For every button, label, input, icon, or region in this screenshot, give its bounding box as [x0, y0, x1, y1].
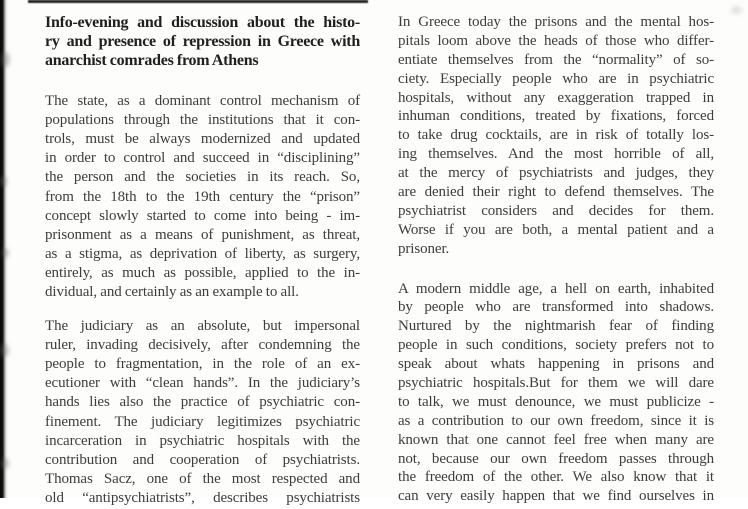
- text-line: entiate themselves from the “normality” of so-: [398, 51, 714, 68]
- heading-line: ry and presence of repression in Greece with: [45, 33, 360, 51]
- right-column: [398, 13, 714, 506]
- text-line: known that one cannot feel free when many are: [398, 431, 714, 448]
- text-line: are denied their right to defend themselves. The: [398, 184, 714, 201]
- text-line: by people who are transformed into shadows.: [398, 299, 714, 316]
- text-line: people to fragmentation, in the role of an ex-: [45, 356, 360, 372]
- text-line: not, because our own freedom passes through: [398, 450, 714, 467]
- text-line: speak about whats happening in prisons and: [398, 356, 714, 373]
- text-line: hands lies also the practice of psychiatric con-: [45, 394, 360, 411]
- text-line: Thomas Sacz, one of the most respected and: [45, 471, 360, 488]
- paragraph: [398, 280, 714, 507]
- text-line: at the mercy of psychiatrists and judges, they: [398, 165, 714, 182]
- text-line: as a contribution to our own freedom, since it is: [398, 412, 714, 429]
- left-column: [45, 13, 360, 509]
- text-line: in order to control and succeed in “disciplining”: [45, 150, 360, 167]
- text-line: ing themselves. And the most horrible of all,: [398, 146, 714, 163]
- text-line: old “antipsychiatrists”, describes psychiatrists: [45, 490, 360, 507]
- text-line: to take drug cocktails, are in risk of totally los-: [398, 127, 714, 144]
- text-line: from the 18th to the 19th century the “prison”: [45, 188, 360, 205]
- scan-smudge: [0, 176, 7, 187]
- heading-line: Info-evening and discussion about the histo-: [45, 14, 360, 31]
- scan-smudge: [1, 52, 10, 67]
- text-line: as a stigma, as deprivation of liberty, as surgery,: [45, 246, 360, 263]
- text-line: pitals loom above the heads of those who differ-: [398, 32, 714, 49]
- top-rule: [28, 0, 368, 3]
- article-heading: [45, 13, 360, 71]
- scan-smudge: [731, 6, 742, 14]
- scan-smudge: [2, 248, 9, 258]
- text-line: ecutioner with “clean hands”. In the judiciary’s: [45, 375, 360, 392]
- heading-line: anarchist comrades from Athens: [45, 52, 259, 70]
- text-line: to talk, we must denounce, we must publicize -: [398, 393, 714, 410]
- text-line: ruler, invading decisively, after condemning the: [45, 336, 360, 353]
- text-line: populations through the institutions that it con-: [45, 111, 360, 128]
- text-line: incarceration in psychiatric hospitals with the: [45, 432, 360, 449]
- text-line: concept slowly started to come into being - im-: [45, 207, 360, 224]
- paragraph: [45, 317, 360, 509]
- text-line: Worse if you are both, a mental patient and a: [398, 221, 714, 238]
- text-line: ciety. Especially people who are in psychiatric: [398, 70, 714, 87]
- text-line: Nurtured by the nightmarish fear of finding: [398, 318, 714, 335]
- text-line: hospitals, without any exaggeration trapped in: [398, 89, 714, 106]
- text-line: can very easily happen that we find ourselves in: [398, 488, 714, 505]
- text-line: the person and the societies in its reach. So,: [45, 169, 360, 186]
- text-line: entirely, as much as possible, applied to the in-: [45, 265, 360, 282]
- text-line: the freedom of the other. We also know that it: [398, 469, 714, 486]
- text-line: finement. The judiciary legitimizes psychiatric: [45, 413, 360, 430]
- paragraph: [398, 13, 714, 259]
- scan-smudge: [0, 344, 9, 357]
- text-line: psychiatric hospitals.But for them we will dare: [398, 375, 714, 392]
- text-line: dividual, and certainly as an example to all.: [45, 284, 299, 301]
- text-line: prisonment as a means of punishment, as threat,: [45, 226, 360, 243]
- text-line: A modern middle age, a hell on earth, inhabited: [398, 280, 714, 297]
- paragraph: [45, 92, 360, 303]
- text-line: inhuman conditions, treated by fixations, forced: [398, 108, 714, 125]
- text-line: trols, must be always modernized and updated: [45, 130, 360, 147]
- text-line: people in such conditions, society prefers not to: [398, 337, 714, 354]
- text-line: prisoner.: [398, 240, 450, 257]
- text-line: In Greece today the prisons and the mental hos-: [398, 14, 714, 30]
- scan-smudge: [1, 458, 9, 469]
- text-line: psychiatrist considers and decides for them.: [398, 202, 714, 219]
- text-line: The state, as a dominant control mechanism of: [45, 92, 360, 109]
- text-line: The judiciary as an absolute, but impersonal: [45, 317, 360, 334]
- text-line: contribution and cooperation of psychiatrists.: [45, 451, 360, 468]
